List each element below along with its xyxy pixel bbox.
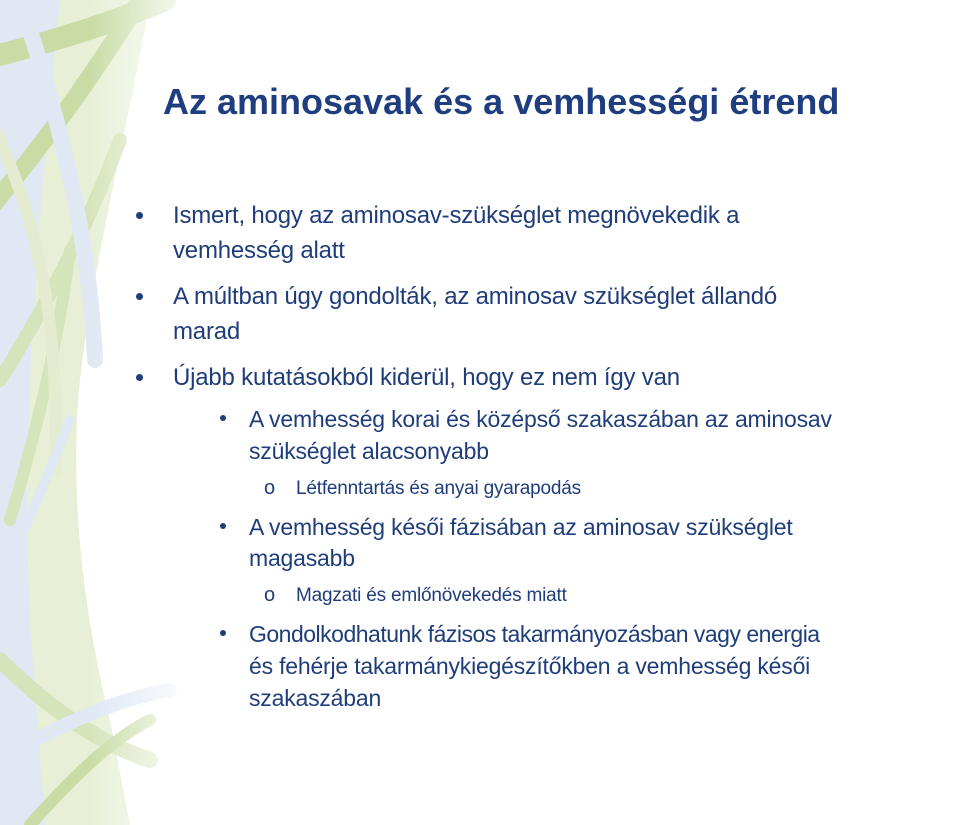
bullet-text: Újabb kutatásokból kiderül, hogy ez nem így van: [173, 364, 680, 391]
bullet-text: Magzati és emlőnövekedés miatt: [296, 585, 567, 606]
bullet-circle: o: [264, 584, 276, 606]
bullet-text: vemhesség alatt: [173, 237, 345, 264]
bullet-text: A vemhesség késői fázisában az aminosav szükséglet: [249, 514, 793, 540]
bullet-text: marad: [173, 318, 241, 345]
bullet-dot: [220, 523, 226, 529]
bullet-text: magasabb: [249, 545, 355, 571]
bullet-dot: [220, 630, 226, 636]
bullet-dot: [136, 212, 143, 219]
bullet-text: és fehérje takarmánykiegészítőkben a vemhesség késői: [249, 653, 811, 679]
bullet-text: Gondolkodhatunk fázisos takarmányozásban vagy energia: [249, 621, 820, 647]
bullet-dot: [136, 374, 143, 381]
bullet-text: Ismert, hogy az aminosav-szükséglet megnövekedik a: [173, 202, 740, 229]
bullet-circle: o: [264, 477, 276, 499]
bullet-text: A vemhesség korai és középső szakaszában az aminosav: [249, 406, 832, 432]
bullet-text: szakaszában: [249, 685, 382, 711]
slide-title: Az aminosavak és a vemhességi étrend: [163, 81, 840, 122]
bullet-dot: [136, 293, 143, 300]
bullet-dot: [220, 415, 226, 421]
bullet-text: Létfenntartás és anyai gyarapodás: [296, 478, 581, 499]
bullet-text: szükséglet alacsonyabb: [249, 438, 489, 464]
bullet-text: A múltban úgy gondolták, az aminosav szükséglet állandó: [173, 283, 778, 310]
